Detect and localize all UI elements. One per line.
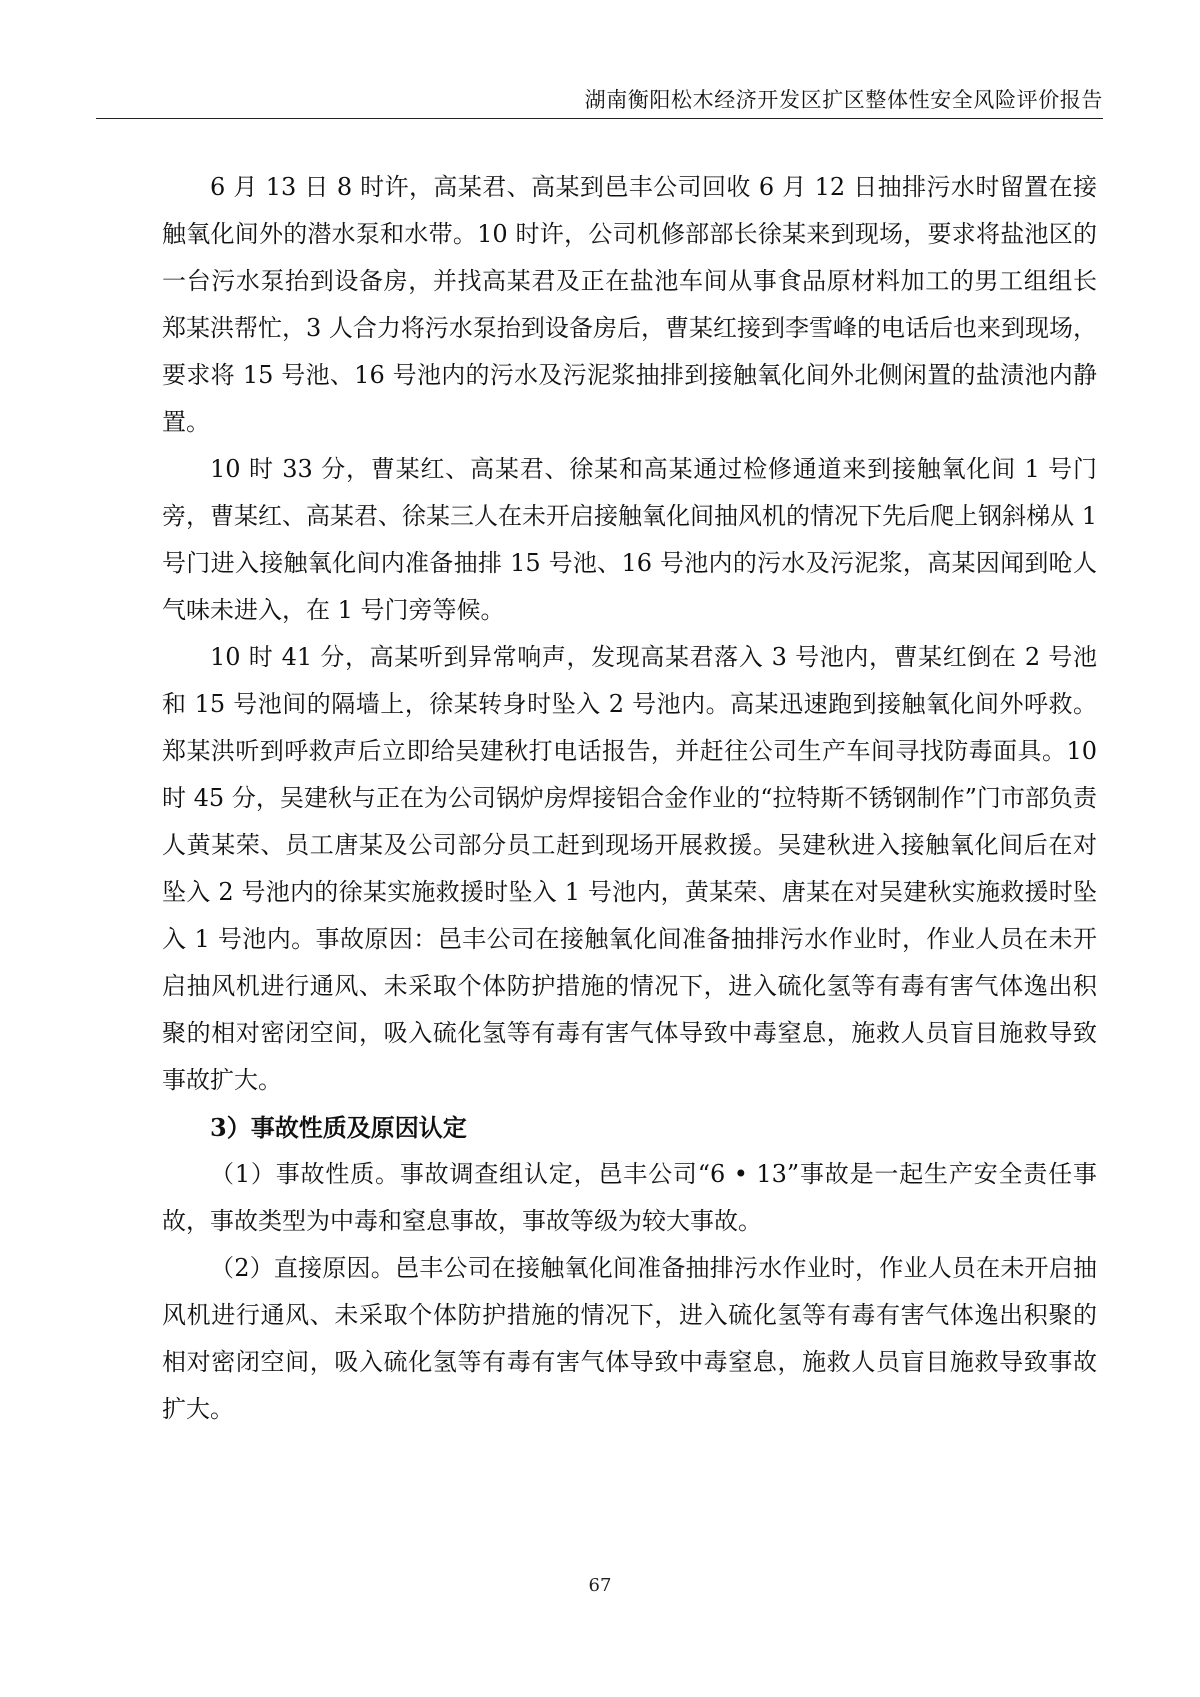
- page-number: 67: [588, 1575, 612, 1596]
- report-title: 湖南衡阳松木经济开发区扩区整体性安全风险评价报告: [584, 88, 1103, 112]
- paragraph-accident-nature: （1）事故性质。事故调查组认定，邑丰公司“6 • 13”事故是一起生产安全责任事故，事故类型为中毒和窒息事故，事故等级为较大事故。: [162, 1160, 1097, 1235]
- document-body: [162, 164, 1097, 1433]
- paragraph-1033-entry: 10 时 33 分，曹某红、高某君、徐某和高某通过检修通道来到接触氧化间 1 号门旁，曹某红、高某君、徐某三人在未开启接触氧化间抽风机的情况下先后爬上钢斜梯从 1 号门进入接触氧化间内准备抽排 15 号池、16 号池内的污水及污泥浆，高某因闻到呛人气味未进入，在 1 号门旁等候。: [162, 455, 1097, 624]
- paragraph-june13-events: 6 月 13 日 8 时许，高某君、高某到邑丰公司回收 6 月 12 日抽排污水时留置在接触氧化间外的潜水泵和水带。10 时许，公司机修部部长徐某来到现场，要求将盐池区的一台污水泵抬到设备房，并找高某君及正在盐池车间从事食品原材料加工的男工组组长郑某洪帮忙，3 人合力将污水泵抬到设备房后，曹某红接到李雪峰的电话后也来到现场，要求将 15 号池、16 号池内的污水及污泥浆抽排到接触氧化间外北侧闲置的盐渍池内静置。: [162, 173, 1097, 436]
- section-heading-accident-nature: 3）事故性质及原因认定: [210, 1113, 467, 1142]
- paragraph-direct-cause: （2）直接原因。邑丰公司在接触氧化间准备抽排污水作业时，作业人员在未开启抽风机进行通风、未采取个体防护措施的情况下，进入硫化氢等有毒有害气体逸出积聚的相对密闭空间，吸入硫化氢等有毒有害气体导致中毒窒息，施救人员盲目施救导致事故扩大。: [162, 1254, 1097, 1423]
- paragraph-1041-rescue: 10 时 41 分，高某听到异常响声，发现高某君落入 3 号池内，曹某红倒在 2 号池和 15 号池间的隔墙上，徐某转身时坠入 2 号池内。高某迅速跑到接触氧化间外呼救。郑某洪听到呼救声后立即给吴建秋打电话报告，并赶往公司生产车间寻找防毒面具。10 时 45 分，吴建秋与正在为公司锅炉房焊接铝合金作业的“拉特斯不锈钢制作”门市部负责人黄某荣、员工唐某及公司部分员工赶到现场开展救援。吴建秋进入接触氧化间后在对坠入 2 号池内的徐某实施救援时坠入 1 号池内，黄某荣、唐某在对吴建秋实施救援时坠入 1 号池内。事故原因：邑丰公司在接触氧化间准备抽排污水作业时，作业人员在未开启抽风机进行通风、未采取个体防护措施的情况下，进入硫化氢等有毒有害气体逸出积聚的相对密闭空间，吸入硫化氢等有毒有害气体导致中毒窒息，施救人员盲目施救导致事故扩大。: [162, 643, 1097, 1094]
- page-header: [96, 78, 1103, 119]
